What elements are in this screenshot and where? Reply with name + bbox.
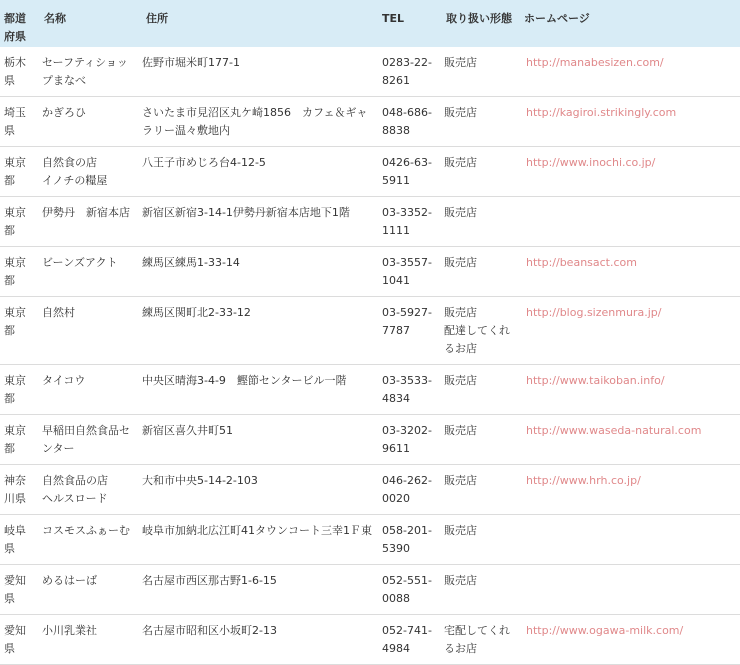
cell-pref: 神奈川県	[4, 474, 26, 505]
cell-name: 早稲田自然食品センター	[42, 424, 130, 455]
table-row	[0, 297, 740, 365]
cell-address: 岐阜市加納北広江町41タウンコート三幸1Ｆ東	[142, 524, 372, 537]
cell-pref: 東京都	[4, 424, 26, 455]
table-row	[0, 197, 740, 247]
cell-pref: 東京都	[4, 306, 26, 337]
header-address: 住所	[146, 12, 168, 25]
header-type: 取り扱い形態	[446, 12, 512, 25]
table-header	[0, 0, 740, 47]
cell-homepage	[520, 465, 740, 515]
cell-address: 名古屋市昭和区小坂町2-13	[142, 624, 277, 637]
cell-address: 練馬区関町北2-33-12	[142, 306, 251, 319]
cell-type: 販売店	[444, 206, 477, 219]
cell-pref: 東京都	[4, 374, 26, 405]
table-row	[0, 515, 740, 565]
homepage-link[interactable]: http://www.hrh.co.jp/	[526, 474, 641, 487]
cell-pref: 栃木県	[4, 56, 26, 87]
cell-address: 名古屋市西区那古野1-6-15	[142, 574, 277, 587]
cell-type: 販売店	[444, 524, 477, 537]
cell-address: 八王子市めじろ台4-12-5	[142, 156, 266, 169]
cell-tel: 048-686-8838	[382, 106, 432, 137]
homepage-link[interactable]: http://blog.sizenmura.jp/	[526, 306, 662, 319]
cell-address: 佐野市堀米町177-1	[142, 56, 240, 69]
cell-type: 販売店	[444, 424, 477, 437]
cell-homepage	[520, 565, 740, 615]
cell-type: 宅配してくれるお店	[444, 624, 510, 655]
cell-name: 自然食品の店 ヘルスロード	[42, 474, 108, 505]
header-pref: 都道府県	[4, 12, 26, 43]
cell-type: 販売店 配達してくれるお店	[444, 306, 510, 355]
cell-type: 販売店	[444, 256, 477, 269]
cell-name: 小川乳業社	[42, 624, 97, 637]
cell-name: タイコウ	[42, 374, 86, 387]
cell-homepage	[520, 247, 740, 297]
cell-name: ビーンズアクト	[42, 256, 118, 269]
cell-tel: 03-3557-1041	[382, 256, 432, 287]
homepage-link[interactable]: http://beansact.com	[526, 256, 637, 269]
cell-address: 練馬区練馬1-33-14	[142, 256, 240, 269]
homepage-link[interactable]: http://www.inochi.co.jp/	[526, 156, 656, 169]
cell-type: 販売店	[444, 56, 477, 69]
cell-pref: 愛知県	[4, 574, 26, 605]
cell-name: 自然食の店 イノチの糧屋	[42, 156, 108, 187]
cell-homepage	[520, 415, 740, 465]
cell-name: 自然村	[42, 306, 75, 319]
cell-pref: 岐阜県	[4, 524, 26, 555]
table-row	[0, 147, 740, 197]
cell-name: コスモスふぁーむ	[42, 524, 130, 537]
table-body	[0, 47, 740, 665]
header-tel: TEL	[382, 12, 405, 25]
cell-homepage	[520, 147, 740, 197]
cell-address: 大和市中央5-14-2-103	[142, 474, 258, 487]
cell-pref: 東京都	[4, 256, 26, 287]
homepage-link[interactable]: http://manabesizen.com/	[526, 56, 664, 69]
homepage-link[interactable]: http://www.taikoban.info/	[526, 374, 665, 387]
homepage-link[interactable]: http://www.ogawa-milk.com/	[526, 624, 684, 637]
cell-tel: 046-262-0020	[382, 474, 432, 505]
homepage-link[interactable]: http://www.waseda-natural.com	[526, 424, 702, 437]
cell-pref: 愛知県	[4, 624, 26, 655]
table-row	[0, 97, 740, 147]
table-row	[0, 465, 740, 515]
cell-pref: 埼玉県	[4, 106, 26, 137]
cell-name: かぎろひ	[42, 106, 86, 119]
cell-tel: 03-5927-7787	[382, 306, 432, 337]
header-name: 名称	[44, 12, 66, 25]
cell-homepage	[520, 97, 740, 147]
header-homepage: ホームページ	[524, 12, 590, 25]
cell-address: 新宿区喜久井町51	[142, 424, 233, 437]
homepage-link[interactable]: http://kagiroi.strikingly.com	[526, 106, 677, 119]
table-row	[0, 615, 740, 665]
cell-address: 中央区晴海3-4-9 鰹節センタービル一階	[142, 374, 347, 387]
cell-tel: 03-3202-9611	[382, 424, 432, 455]
cell-name: 伊勢丹 新宿本店	[42, 206, 130, 219]
cell-homepage	[520, 365, 740, 415]
cell-type: 販売店	[444, 106, 477, 119]
cell-homepage	[520, 197, 740, 247]
cell-homepage	[520, 47, 740, 97]
table-row	[0, 415, 740, 465]
cell-homepage	[520, 515, 740, 565]
cell-tel: 0426-63-5911	[382, 156, 432, 187]
cell-name: セーフティショップまなべ	[42, 56, 128, 87]
table-row	[0, 47, 740, 97]
cell-type: 販売店	[444, 474, 477, 487]
cell-address: 新宿区新宿3-14-1伊勢丹新宿本店地下1階	[142, 206, 350, 219]
cell-tel: 03-3533-4834	[382, 374, 432, 405]
cell-homepage	[520, 615, 740, 665]
cell-pref: 東京都	[4, 206, 26, 237]
cell-name: めるはーば	[42, 574, 97, 587]
cell-type: 販売店	[444, 156, 477, 169]
header-row	[0, 0, 740, 47]
cell-tel: 052-741-4984	[382, 624, 432, 655]
table-row	[0, 365, 740, 415]
cell-type: 販売店	[444, 574, 477, 587]
cell-pref: 東京都	[4, 156, 26, 187]
cell-tel: 03-3352-1111	[382, 206, 432, 237]
cell-tel: 058-201-5390	[382, 524, 432, 555]
cell-homepage	[520, 297, 740, 365]
cell-tel: 0283-22-8261	[382, 56, 432, 87]
table-row	[0, 247, 740, 297]
cell-type: 販売店	[444, 374, 477, 387]
table-row	[0, 565, 740, 615]
cell-tel: 052-551-0088	[382, 574, 432, 605]
cell-address: さいたま市見沼区丸ケ崎1856 カフェ＆ギャラリー温々敷地内	[142, 106, 368, 137]
